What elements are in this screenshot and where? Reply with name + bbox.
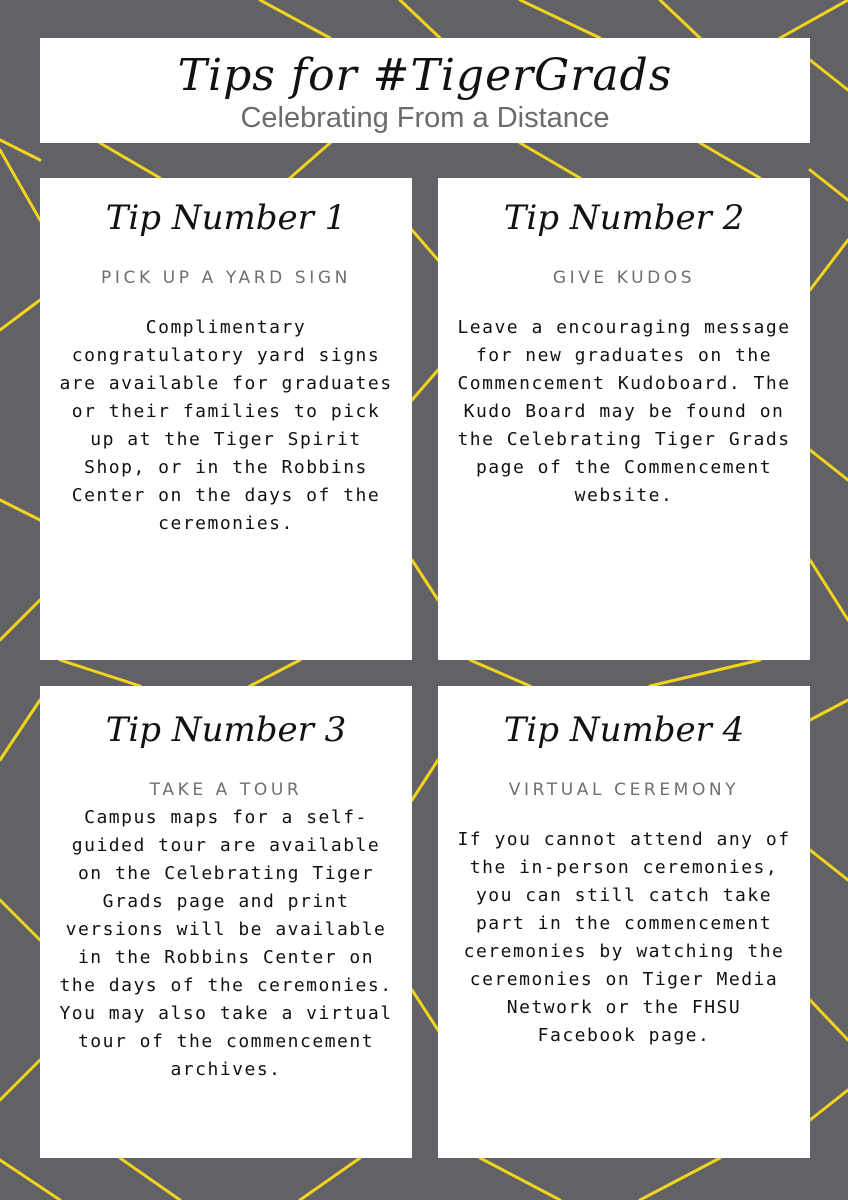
tip-card-3 (40, 686, 412, 1158)
tip-heading: VIRTUAL CEREMONY (508, 780, 740, 800)
page-title: Tips for #TigerGrads (177, 50, 673, 101)
tip-card-2 (438, 178, 810, 660)
tip-body: Leave a encouraging message for new graduates on the Commencement Kudoboard. The Kudo Board may be found on the Celebrating Tiger Grads page of the Commencement website. (457, 317, 791, 506)
tip-number-title: Tip Number 1 (105, 198, 347, 238)
tip-heading: TAKE A TOUR (149, 780, 303, 800)
tip-number-title: Tip Number 2 (503, 198, 745, 238)
tip-card-1 (40, 178, 412, 660)
tip-number-title: Tip Number 3 (105, 710, 347, 750)
tip-body: Complimentary congratulatory yard signs are available for graduates or their families to pick up at the Tiger Spirit Shop, or in the Robbins Center on the days of the ceremonies. (59, 317, 393, 534)
page-subtitle: Celebrating From a Distance (240, 102, 610, 134)
tip-number-title: Tip Number 4 (503, 710, 745, 750)
tip-heading: PICK UP A YARD SIGN (101, 268, 351, 288)
tip-body: Campus maps for a self-guided tour are available on the Celebrating Tiger Grads page and print versions will be available in the Robbins Center on the days of the ceremonies. You may also take a virtual tour of the commencement archives. (59, 807, 393, 1080)
tip-body: If you cannot attend any of the in-person ceremonies, you can still catch take part in the commencement ceremonies by watching the ceremonies on Tiger Media Network or the FHSU Facebook page. (457, 829, 791, 1046)
tip-card-4 (438, 686, 810, 1158)
header-card (40, 38, 810, 143)
tip-heading: GIVE KUDOS (552, 268, 696, 288)
